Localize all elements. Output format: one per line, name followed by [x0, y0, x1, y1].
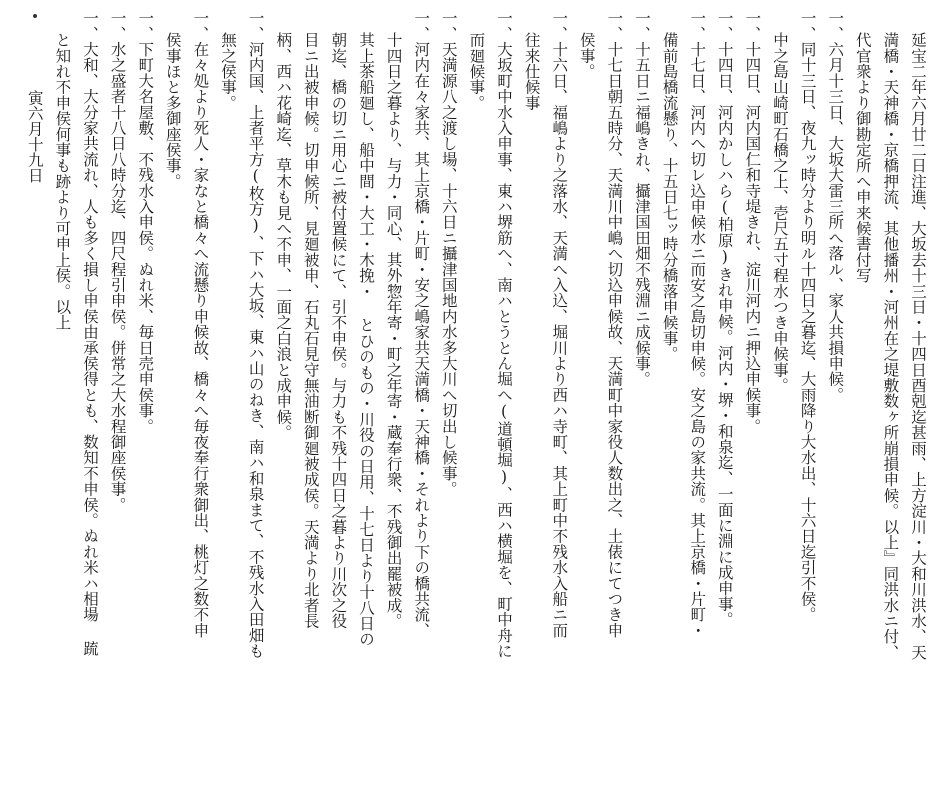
column-text: と知れ不申侯何事も跡より可申上侯。以上 — [53, 32, 72, 331]
text-column — [603, 10, 625, 775]
column-text: 往来仕候事 — [522, 32, 541, 111]
text-column — [79, 10, 101, 775]
text-column — [797, 10, 819, 775]
text-column — [769, 10, 791, 797]
text-column — [465, 10, 487, 797]
text-column — [548, 10, 570, 775]
text-column — [576, 10, 598, 797]
item-mark: 一、 — [550, 10, 569, 42]
text-column — [134, 10, 156, 775]
text-column — [107, 10, 129, 775]
item-mark: 一、 — [495, 10, 513, 42]
column-text: 天満源八之渡し場、十六日ニ攝津国地内水多大川へ切出し候事。 — [439, 41, 458, 497]
column-text: 柄、西ハ花崎迄、草木も見へ不申、一面之白浪と成申候。 — [274, 32, 293, 441]
item-mark: 一、 — [136, 10, 155, 42]
text-column — [51, 10, 73, 797]
text-column — [493, 10, 515, 775]
column-text: 侯事。 — [577, 32, 596, 80]
item-mark: 一、 — [688, 10, 707, 42]
item-mark: 一、 — [81, 10, 99, 42]
item-mark: 一、 — [633, 10, 651, 42]
item-mark: 一、 — [246, 10, 265, 42]
text-column — [686, 10, 708, 775]
item-mark: 一、 — [715, 10, 734, 42]
column-text: 代官衆より御勘定所へ申来候書付写 — [853, 32, 872, 284]
item-mark: 一、 — [743, 10, 762, 42]
column-text: 備前島橋流懸り、十五日七ッ時分橋落申候事。 — [660, 32, 679, 362]
text-column — [631, 10, 653, 775]
text-column — [189, 10, 211, 775]
column-text: 延宝二年六月廿二日注進、大坂去十三日・十四日酉剋迄甚雨、上方淀川・大和川洪水、天 — [909, 32, 927, 660]
column-text: 侯事ほと多御座侯事。 — [163, 32, 182, 189]
text-column — [162, 10, 184, 797]
column-text: 大和、大分家共流れ、人も多く損し申侯由承侯得とも、数知不申侯。ぬれ米ハ相場 䟽 — [81, 41, 99, 657]
column-text: 其上茶船廻し、船中間・大工・木挽・ とひのもの・川役の日用、十七日より十八日の — [357, 32, 375, 647]
column-text: 而廻候事。 — [467, 32, 486, 111]
text-column — [852, 10, 874, 797]
column-text: 大坂町中水入申事、東ハ堺筋へ、南ハとうとん堀へ(道頓堀)、西ハ横堀を、町中舟に — [495, 41, 513, 659]
column-text: 満橋・天神橋・京橋押流、其他播州・河州在之堤敷数ヶ所崩損申候。以上』同洪水ニ付、 — [881, 32, 900, 660]
text-column — [410, 10, 432, 775]
text-column — [659, 10, 681, 797]
column-text: 在々処より死人・家なと橋々へ流懸り申候故、橋々へ毎夜奉行衆御出、桃灯之数不申 — [191, 41, 210, 639]
column-text: 河内在々家共、其上京橋・片町・安之嶋家共天満橋・天神橋・それより下の橋共流、 — [412, 41, 431, 639]
text-column — [245, 10, 267, 775]
margin-dot — [33, 14, 37, 18]
text-column — [272, 10, 294, 797]
column-text: 無之侯事。 — [219, 32, 237, 111]
column-text: 河内国、上者平方(枚方)、下ハ大坂、東ハ山のねき、南ハ和泉まて、不残水入田畑も — [246, 41, 265, 659]
column-text: 同十三日、夜九ッ時分より明ル十四日之暮迄、大雨降り大水出、十六日迄引不侯。 — [798, 41, 817, 623]
item-mark: 一、 — [826, 10, 845, 42]
column-text: 十四日、河内かしハら(柏原)きれ申候。河内・堺・和泉迄、一面に淵に成申事。 — [715, 41, 734, 628]
column-text: 目ニ出被申候。切申候所、見廻被申、石丸石見守無油断御廻被成侯。天満より北者長 — [301, 32, 320, 629]
column-text: 十六日、福嶋より之落水、天満へ入込、堀川より西ハ寺町、其上町中不残水入船ニ而 — [550, 41, 569, 639]
date-signature: 寅六月十九日 — [25, 90, 44, 183]
item-mark: 一、 — [412, 10, 431, 42]
column-text: 十七日朝五時分、天満川中嶋へ切込申候故、天満町中家役人数出之、土俵にてつき申 — [605, 41, 624, 639]
item-mark: 一、 — [108, 10, 127, 42]
text-column — [741, 10, 763, 775]
column-text: 十四日、河内国仁和寺堤きれ、淀川河内ニ押込申候事。 — [743, 41, 762, 434]
item-mark: 一、 — [191, 10, 210, 42]
column-text: 十五日ニ福嶋きれ、攝津国田畑不残淵ニ成候事。 — [633, 41, 651, 387]
text-column — [300, 10, 322, 797]
text-column — [714, 10, 736, 775]
column-text: 下町大名屋敷、不残水入申侯。ぬれ米、毎日売申侯事。 — [136, 41, 155, 434]
text-column — [383, 10, 405, 797]
column-text: 十四日之暮より、与力・同心、其外惣年寄・町之年寄・蔵奉行衆、不残御出罷被成。 — [384, 32, 403, 629]
text-column — [217, 10, 239, 797]
column-text: 六月十三日、大坂大雷三所へ落ル、家人共損申候。 — [826, 41, 845, 403]
item-mark: 一、 — [798, 10, 817, 42]
text-column — [824, 10, 846, 775]
text-column — [879, 10, 901, 797]
column-text: 中之島山崎町石橋之上、壱尺五寸程水つき申候事。 — [771, 32, 789, 394]
column-text: 朝迄、橋の切ニ用心ニ被付置候にて、引不申侯。与力も不残十四日之暮より川次之役 — [329, 32, 348, 629]
item-mark: 一、 — [605, 10, 624, 42]
text-column — [355, 10, 377, 797]
text-column — [327, 10, 349, 797]
item-mark: 一、 — [439, 10, 458, 42]
text-column — [521, 10, 543, 797]
column-text: 水之盛者十八日八時分迄、四尺程引申侯。併常之大水程御座侯事。 — [108, 41, 127, 513]
text-column — [907, 10, 929, 797]
column-text: 十七日、河内へ切レ込申候水ニ而安之島切申候。安之島の家共流。其上京橋・片町・ — [688, 41, 707, 639]
text-column — [438, 10, 460, 775]
